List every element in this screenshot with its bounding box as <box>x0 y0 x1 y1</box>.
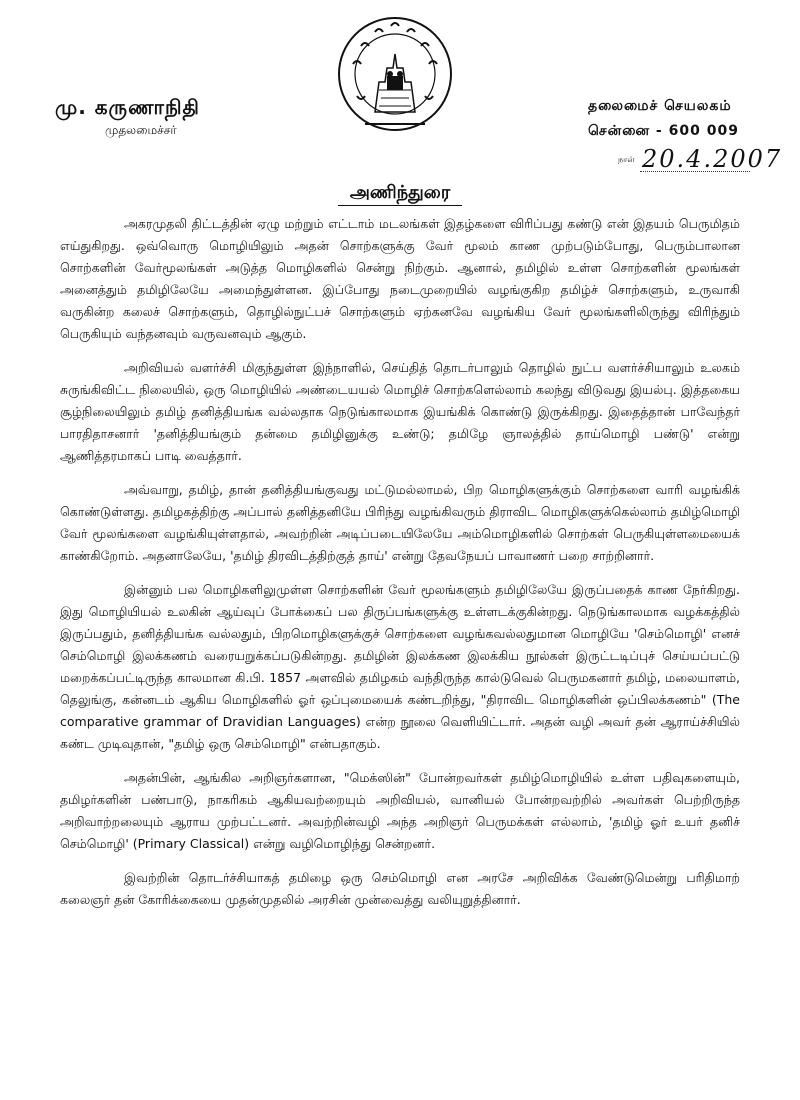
paragraph: இவற்றின் தொடர்ச்சியாகத் தமிழை ஒரு செம்மொழி என அரசே அறிவிக்க வேண்டுமென்று பரிதிமாற் கலைஞர் தன் கோரிக்கையை முதன்முதலில் அரசின் முன்வைத்து வலியுறுத்தினார். <box>60 870 740 907</box>
paragraph: அதன்பின், ஆங்கில அறிஞர்களான, "மெக்ஸின்" போன்றவர்கள் தமிழ்மொழியில் உள்ள பதிவுகளையும், தமிழர்களின் பண்பாடு, நாகரிகம் ஆகியவற்றையும் அறிவியல், வானியல் போன்றவற்றில் அவர்கள் பெற்றிருந்த அறிவாற்றலையும் ஆராய முற்பட்டனர். அவற்றின்வழி அந்த அறிஞர் பெருமக்கள் எல்லாம், 'தமிழ் ஓர் உயர் தனிச் செம்மொழி' (Primary Classical) என்று வழிமொழிந்து சென்றனர். <box>60 770 740 851</box>
paragraph: அவ்வாறு, தமிழ், தான் தனித்தியங்குவது மட்டுமல்லாமல், பிற மொழிகளுக்கும் சொற்களை வாரி வழங்கிக் கொண்டுள்ளது. தமிழகத்திற்கு அப்பால் தனித்தனியே பிரிந்து வழங்கிவரும் திராவிட மொழிகளுக்கெல்லாம் தமிழ்மொழி வேர் மூலங்களை வழங்கியுள்ளதால், அவற்றின் அடிப்படையிலேயே அம்மொழிகளில் சொற்கள் பெருகியுள்ளமையைக் காண்கிறோம். அதனாலேயே, 'தமிழ் திரவிடத்திற்குத் தாய்' என்று தேவநேயப் பாவாணர் பறை சாற்றினார். <box>60 482 740 563</box>
title-underline <box>338 205 462 206</box>
date-field <box>590 145 790 175</box>
office-city: சென்னை - 600 009 <box>588 123 739 139</box>
tamil-nadu-emblem-icon <box>335 12 455 142</box>
date-value: 20.4.2007 <box>642 145 783 173</box>
paragraph: இன்னும் பல மொழிகளிலுமுள்ள சொற்களின் வேர் மூலங்களும் தமிழிலேயே இருப்பதைக் காண நேர்கிறது. இது மொழியியல் உலகின் ஆய்வுப் போக்கைப் பல திருப்பங்களுக்கு உள்ளடக்குகின்றது. நெடுங்காலமாக வழக்கத்தில் இருப்பதும், தனித்தியங்க வல்லதும், பிறமொழிகளுக்குச் சொற்களை வழங்கவல்லதுமான மொழியே 'செம்மொழி' எனச் செம்மொழி இலக்கணம் வரையறுக்கப்படுகின்றது. தமிழின் இலக்கண இலக்கிய நூல்கள் இருட்டடிப்புச் செய்யப்பட்டு மறைக்கப்பட்டிருந்த காலமான கி.பி. 1857 அளவில் தமிழகம் வந்திருந்த கால்டுவெல் பெருமகனார் தமிழ், மலையாளம், தெலுங்கு, கன்னடம் ஆகிய மொழிகளில் ஓர் ஒப்புமையைக் கண்டறிந்து, "திராவிட மொழிகளின் ஒப்பிலக்கணம்" (The comparative grammar of Dravidian Languages) என்ற நூலை வெளியிட்டார். அதன் வழி அவர் தன் ஆராய்ச்சியில் கண்ட முடிவுதான், "தமிழ் ஒரு செம்மொழி" என்பதாகும். <box>60 582 740 751</box>
signatory-name: மு. கருணாநிதி <box>55 95 200 119</box>
paragraph: அறிவியல் வளர்ச்சி மிகுந்துள்ள இந்நாளில், செய்தித் தொடர்பாலும் தொழில் நுட்ப வளர்ச்சியாலும் உலகம் சுருங்கிவிட்ட நிலையில், ஒரு மொழியில் அண்டையயல் மொழிச் சொற்களெல்லாம் கலந்து விடுவது இயல்பு. இத்தகைய சூழ்நிலையிலும் தமிழ் தனித்தியங்க வல்லதாக நெடுங்காலமாக இயங்கிக் கொண்டு இருக்கிறது. இதைத்தான் பாவேந்தர் பாரதிதாசனார் 'தனித்தியங்கும் தன்மை தமிழினுக்கு உண்டு; தமிழே ஞாலத்தில் தாய்மொழி பண்டு' என்று ஆணித்தரமாகப் பாடி வைத்தார். <box>60 360 740 463</box>
page-title: அணிந்துரை <box>349 182 451 203</box>
office-name: தலைமைச் செயலகம் <box>588 98 732 114</box>
signatory-designation: முதலமைச்சர் <box>105 123 177 137</box>
date-label: நாள் <box>618 155 635 164</box>
letter-body <box>60 213 740 923</box>
paragraph: அகரமுதலி திட்டத்தின் ஏழு மற்றும் எட்டாம் மடலங்கள் இதழ்களை விரிப்பது கண்டு என் இதயம் பெருமிதம் எய்துகிறது. ஒவ்வொரு மொழியிலும் அதன் சொற்களுக்கு வேர் மூலம் காண முற்படும்போது, பெரும்பாலான சொற்களின் வேர்மூலங்கள் அடுத்த மொழிகளில் சென்று நிற்கும். ஆனால், தமிழில் உள்ள சொற்களின் மூலங்கள் அனைத்தும் தமிழிலேயே அமைந்துள்ளன. இப்போது நடைமுறையில் வழங்குகிற தமிழ்ச் சொற்களும், உருவாகி வருகின்ற கலைச் சொற்களும், தொழில்நுட்பச் சொற்களும் ஏற்கனவே வழங்கிய வேர் மூலங்களிலிருந்து விரிந்தும் பெருகியும் வந்தனவும் வருவனவும் ஆகும். <box>60 216 740 341</box>
date-underline <box>640 171 750 172</box>
